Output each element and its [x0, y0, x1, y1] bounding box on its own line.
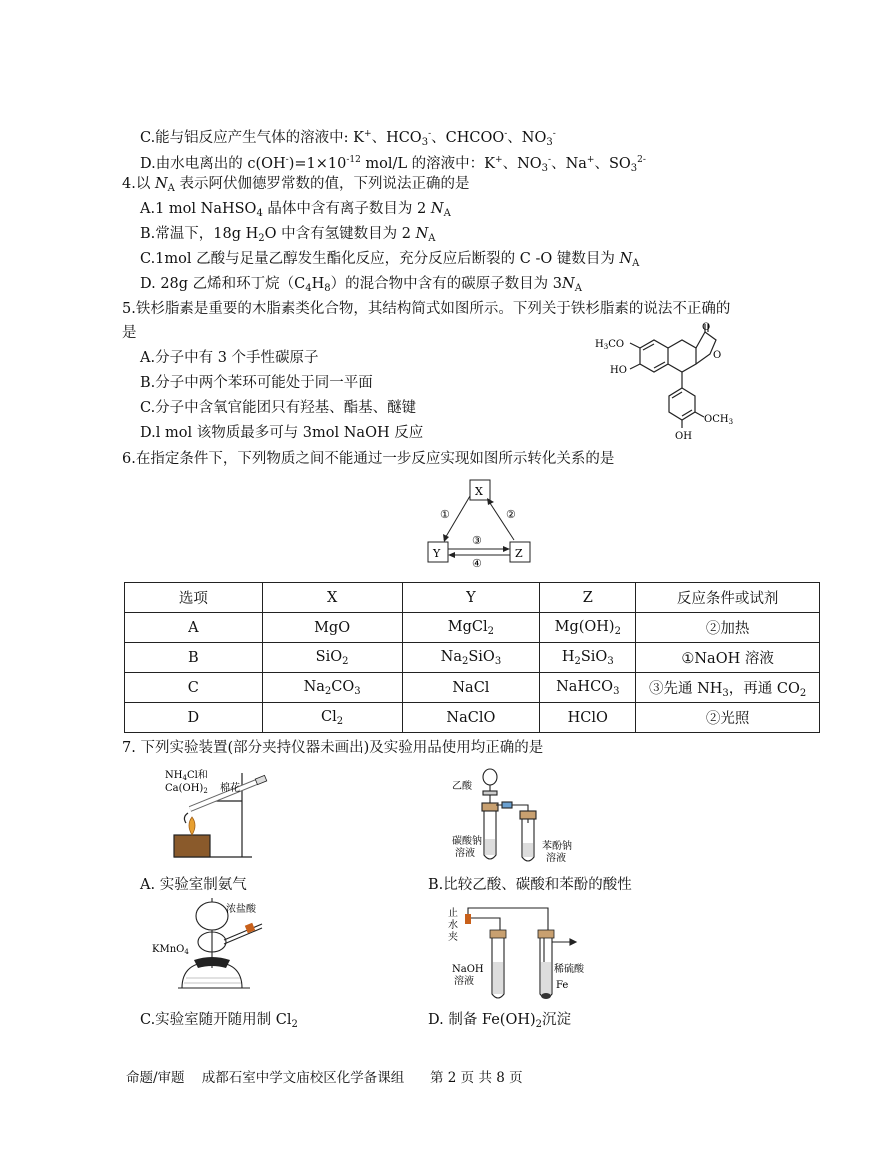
- header-cell: Z: [540, 583, 636, 613]
- row-z: $Mg(OH)_2$: [540, 613, 636, 643]
- apparatus-b-acidity: [446, 765, 596, 870]
- q5-option-c: C.分子中含氧官能团只有羟基、酯基、醚键: [140, 400, 417, 416]
- row-condition: ①NaOH 溶液: [636, 643, 820, 673]
- node-z: Z: [515, 547, 523, 560]
- methoxy-label-left: $H_3CO$: [595, 339, 625, 351]
- q3-option-c: C.能与铝反应产生气体的溶液中: K+、$HCO_3^-$、CHCOO-、$NO_3^-$: [140, 129, 556, 148]
- table-row: [125, 673, 820, 703]
- apparatus-d-fe-oh2: [446, 902, 596, 1002]
- header-cell: X: [262, 583, 402, 613]
- label-clamp-2: 水: [448, 920, 458, 931]
- caption-c: C.实验室随开随用制 $Cl_2$: [140, 1012, 298, 1030]
- row-option: A: [125, 613, 263, 643]
- label-naoh-2: 溶液: [454, 976, 474, 987]
- q3-option-d: D.由水电离出的 $c(OH^-)=1\times 10^{-12}$ mol/L 的溶液中：K+、$NO_3^-$、Na+、$SO_3^{2-}$: [140, 155, 646, 174]
- q4-option-c: C.1mol 乙酸与足量乙醇发生酯化反应，充分反应后断裂的 C -O 键数目为 $N_A$: [140, 251, 640, 269]
- row-y: NaClO: [402, 703, 540, 733]
- q4-option-b: B.常温下，18g $H_2O$ 中含有氢键数目为 2 $N_A$: [140, 226, 436, 244]
- arrow-label-1: ①: [440, 508, 450, 521]
- label-dilute-h2so4: 稀硫酸: [554, 964, 584, 975]
- row-z: NaHCO$_3$: [540, 673, 636, 703]
- carbonyl-o-label: O: [702, 322, 711, 333]
- label-acetic-acid: 乙酸: [452, 781, 472, 792]
- q4-stem: 4.以 $N_A$ 表示阿伏伽德罗常数的值，下列说法正确的是: [122, 176, 470, 194]
- q4-option-a: A.1 mol NaHSO$_4$ 晶体中含有离子数目为 2 $N_A$: [140, 201, 451, 219]
- ring-o-label: O: [713, 350, 722, 361]
- label-na2co3-2: 溶液: [455, 848, 475, 859]
- row-z: $H_2SiO_3$: [540, 643, 636, 673]
- q5-option-d: D.l mol 该物质最多可与 3mol NaOH 反应: [140, 425, 424, 441]
- table-header-row: [125, 583, 820, 613]
- row-option: B: [125, 643, 263, 673]
- caption-b: B.比较乙酸、碳酸和苯酚的酸性: [428, 877, 632, 893]
- hydroxy-label-left: HO: [610, 365, 627, 376]
- q6-stem: 6.在指定条件下，下列物质之间不能通过一步反应实现如图所示转化关系的是: [122, 451, 615, 467]
- label-phenolate-2: 溶液: [546, 853, 566, 864]
- caption-a: A. 实验室制氨气: [140, 877, 247, 893]
- q5-option-b: B.分子中两个苯环可能处于同一平面: [140, 375, 373, 391]
- q4-option-d: D. 28g 乙烯和环丁烷$(C_4H_8)$的混合物中含有的碳原子数目为 $3N_A$: [140, 276, 582, 294]
- label-caoh2: $Ca(OH)_2$: [165, 783, 208, 795]
- row-x: $Na_2CO_3$: [262, 673, 402, 703]
- tsugaresinol-structure: [592, 318, 752, 446]
- row-x: MgO: [262, 613, 402, 643]
- apparatus-c-kipp: [150, 898, 280, 998]
- arrow-label-3: ③: [472, 534, 482, 547]
- row-y: MgCl$_2$: [402, 613, 540, 643]
- header-cell: 反应条件或试剂: [636, 583, 820, 613]
- arrow-label-4: ④: [472, 557, 482, 568]
- footer-page-number: 第 2 页 共 8 页: [430, 1070, 523, 1086]
- q7-stem: 7. 下列实验装置(部分夹持仪器未画出)及实验用品使用均正确的是: [122, 740, 544, 756]
- label-kmno4: KMnO$_4$: [152, 944, 189, 956]
- label-fe: Fe: [556, 980, 569, 991]
- row-option: C: [125, 673, 263, 703]
- header-cell: Y: [402, 583, 540, 613]
- label-conc-hcl: 浓盐酸: [226, 904, 256, 915]
- row-y: $Na_2SiO_3$: [402, 643, 540, 673]
- apparatus-a-ammonia: [160, 765, 280, 865]
- label-phenolate-1: 苯酚钠: [542, 841, 572, 852]
- row-x: SiO$_2$: [262, 643, 402, 673]
- row-option: D: [125, 703, 263, 733]
- table-row: [125, 643, 820, 673]
- label-naoh-1: NaOH: [452, 964, 484, 975]
- table-row: [125, 703, 820, 733]
- label-clamp-1: 止: [448, 908, 458, 919]
- footer-author: 命题/审题 成都石室中学文庙校区化学备课组: [126, 1070, 405, 1086]
- label-nh4cl: $NH_4Cl$和: [165, 770, 208, 782]
- caption-d: D. 制备 $Fe(OH)_2$沉淀: [428, 1012, 572, 1030]
- methoxy-label-right: $OCH_3$: [704, 414, 734, 426]
- header-cell: 选项: [125, 583, 263, 613]
- row-y: NaCl: [402, 673, 540, 703]
- label-na2co3-1: 碳酸钠: [452, 836, 482, 847]
- row-condition: ③先通 $NH_3$，再通 $CO_2$: [636, 673, 820, 703]
- label-clamp-3: 夹: [448, 932, 458, 943]
- node-x: X: [475, 485, 483, 498]
- hydroxy-label-bottom: OH: [675, 431, 692, 442]
- conversion-diagram: [424, 476, 540, 568]
- label-cotton: 棉花: [220, 783, 240, 794]
- row-condition: ②加热: [636, 613, 820, 643]
- table-row: [125, 613, 820, 643]
- q5-option-a: A.分子中有 3 个手性碳原子: [140, 350, 319, 366]
- q5-stem-line1: 5.铁杉脂素是重要的木脂素类化合物，其结构简式如图所示。下列关于铁杉脂素的说法不正确的: [122, 301, 731, 317]
- arrow-label-2: ②: [506, 508, 516, 521]
- q5-stem-line2: 是: [122, 325, 137, 341]
- row-x: $Cl_2$: [262, 703, 402, 733]
- row-condition: ②光照: [636, 703, 820, 733]
- row-z: HClO: [540, 703, 636, 733]
- node-y: Y: [433, 547, 441, 560]
- options-table: [124, 582, 820, 733]
